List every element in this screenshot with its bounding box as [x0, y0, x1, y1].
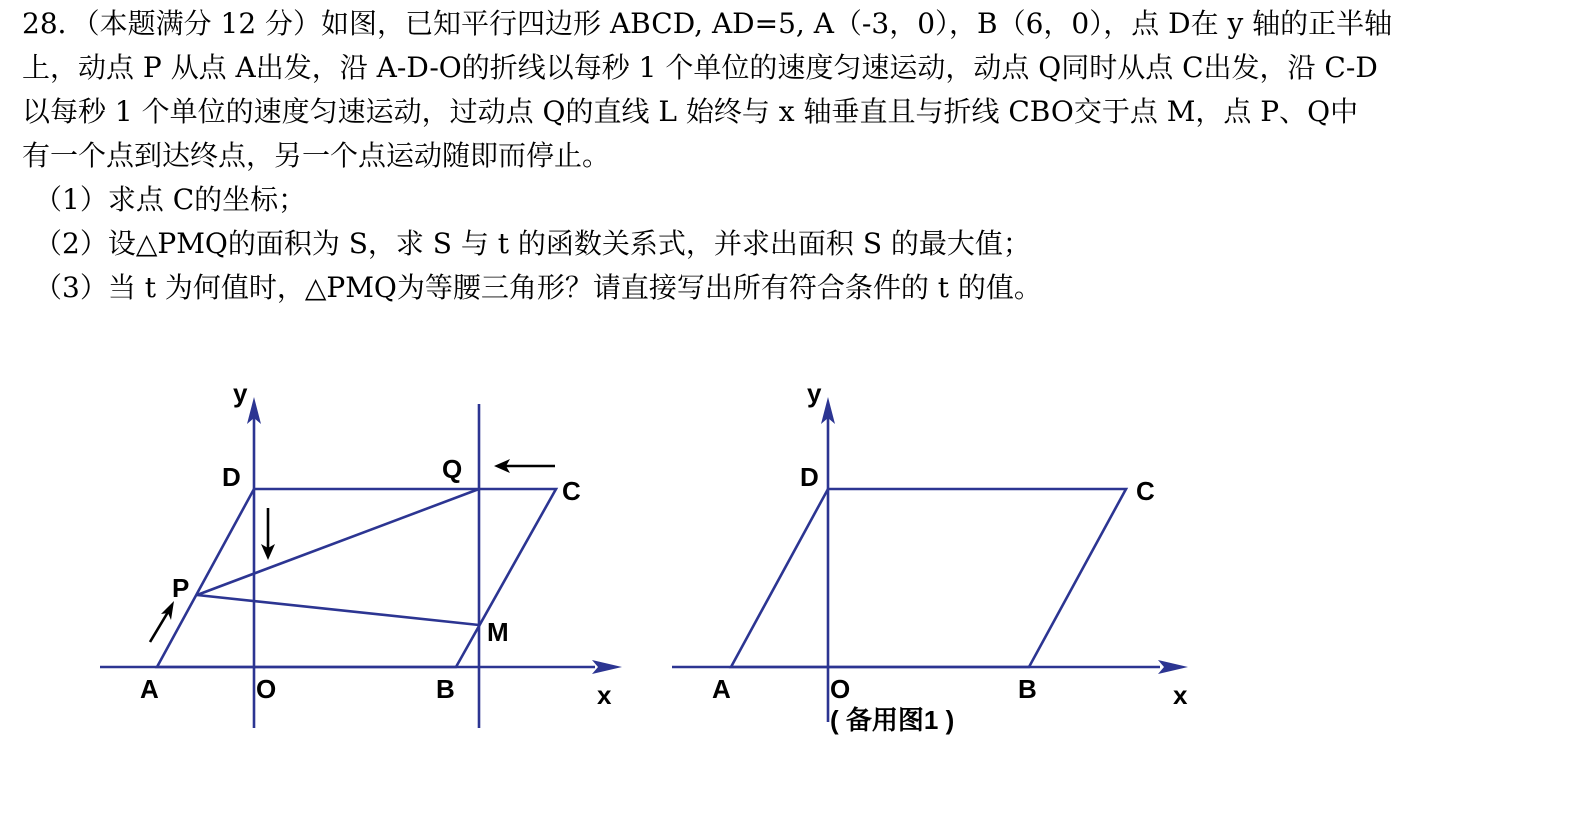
problem-line-1: 28．（本题满分 12 分）如图，已知平行四边形 ABCD, AD=5, A（-3，0），B（6，0），点 D在 y 轴的正半轴 — [22, 7, 1393, 40]
label-o: O — [830, 674, 851, 704]
label-a: A — [712, 674, 731, 704]
label-d: D — [222, 462, 241, 492]
segment-pm — [197, 595, 479, 625]
question-2: （2）设△PMQ的面积为 S，求 S 与 t 的函数关系式，并求出面积 S 的最大值； — [34, 227, 1031, 260]
caption-backup-figure: ( 备用图1 ) — [830, 705, 955, 735]
label-y: y — [807, 378, 822, 408]
arrow-p-up — [150, 601, 174, 642]
segment-pq — [197, 489, 479, 595]
question-1: （1）求点 C的坐标； — [34, 183, 307, 216]
problem-line-2: 上，动点 P 从点 A出发，沿 A-D-O的折线以每秒 1 个单位的速度匀速运动，动点 Q同时从点 C出发，沿 C-D — [22, 51, 1378, 84]
label-b: B — [436, 674, 455, 704]
label-c: C — [562, 476, 581, 506]
label-m: M — [487, 617, 509, 647]
label-c: C — [1136, 476, 1155, 506]
problem-line-4: 有一个点到达终点，另一个点运动随即而停止。 — [22, 139, 611, 172]
label-x: x — [1173, 680, 1188, 710]
arrow-q-left — [494, 459, 555, 473]
question-3: （3）当 t 为何值时，△PMQ为等腰三角形？请直接写出所有符合条件的 t 的值。 — [34, 271, 1042, 304]
parallelogram-abcd — [731, 489, 1126, 667]
problem-line-3: 以每秒 1 个单位的速度匀速运动，过动点 Q的直线 L 始终与 x 轴垂直且与折线 CBO交于点 M，点 P、Q中 — [22, 95, 1359, 128]
figure-backup — [672, 378, 1188, 735]
label-a: A — [140, 674, 159, 704]
label-x: x — [597, 680, 612, 710]
label-q: Q — [442, 454, 463, 484]
label-y: y — [233, 378, 248, 408]
label-o: O — [256, 674, 277, 704]
label-p: P — [172, 573, 190, 603]
x-axis-arrowhead — [1158, 660, 1188, 674]
figure-main — [100, 378, 622, 728]
label-d: D — [800, 462, 819, 492]
label-b: B — [1018, 674, 1037, 704]
arrow-p-down — [261, 508, 275, 560]
x-axis-arrowhead — [592, 660, 622, 674]
